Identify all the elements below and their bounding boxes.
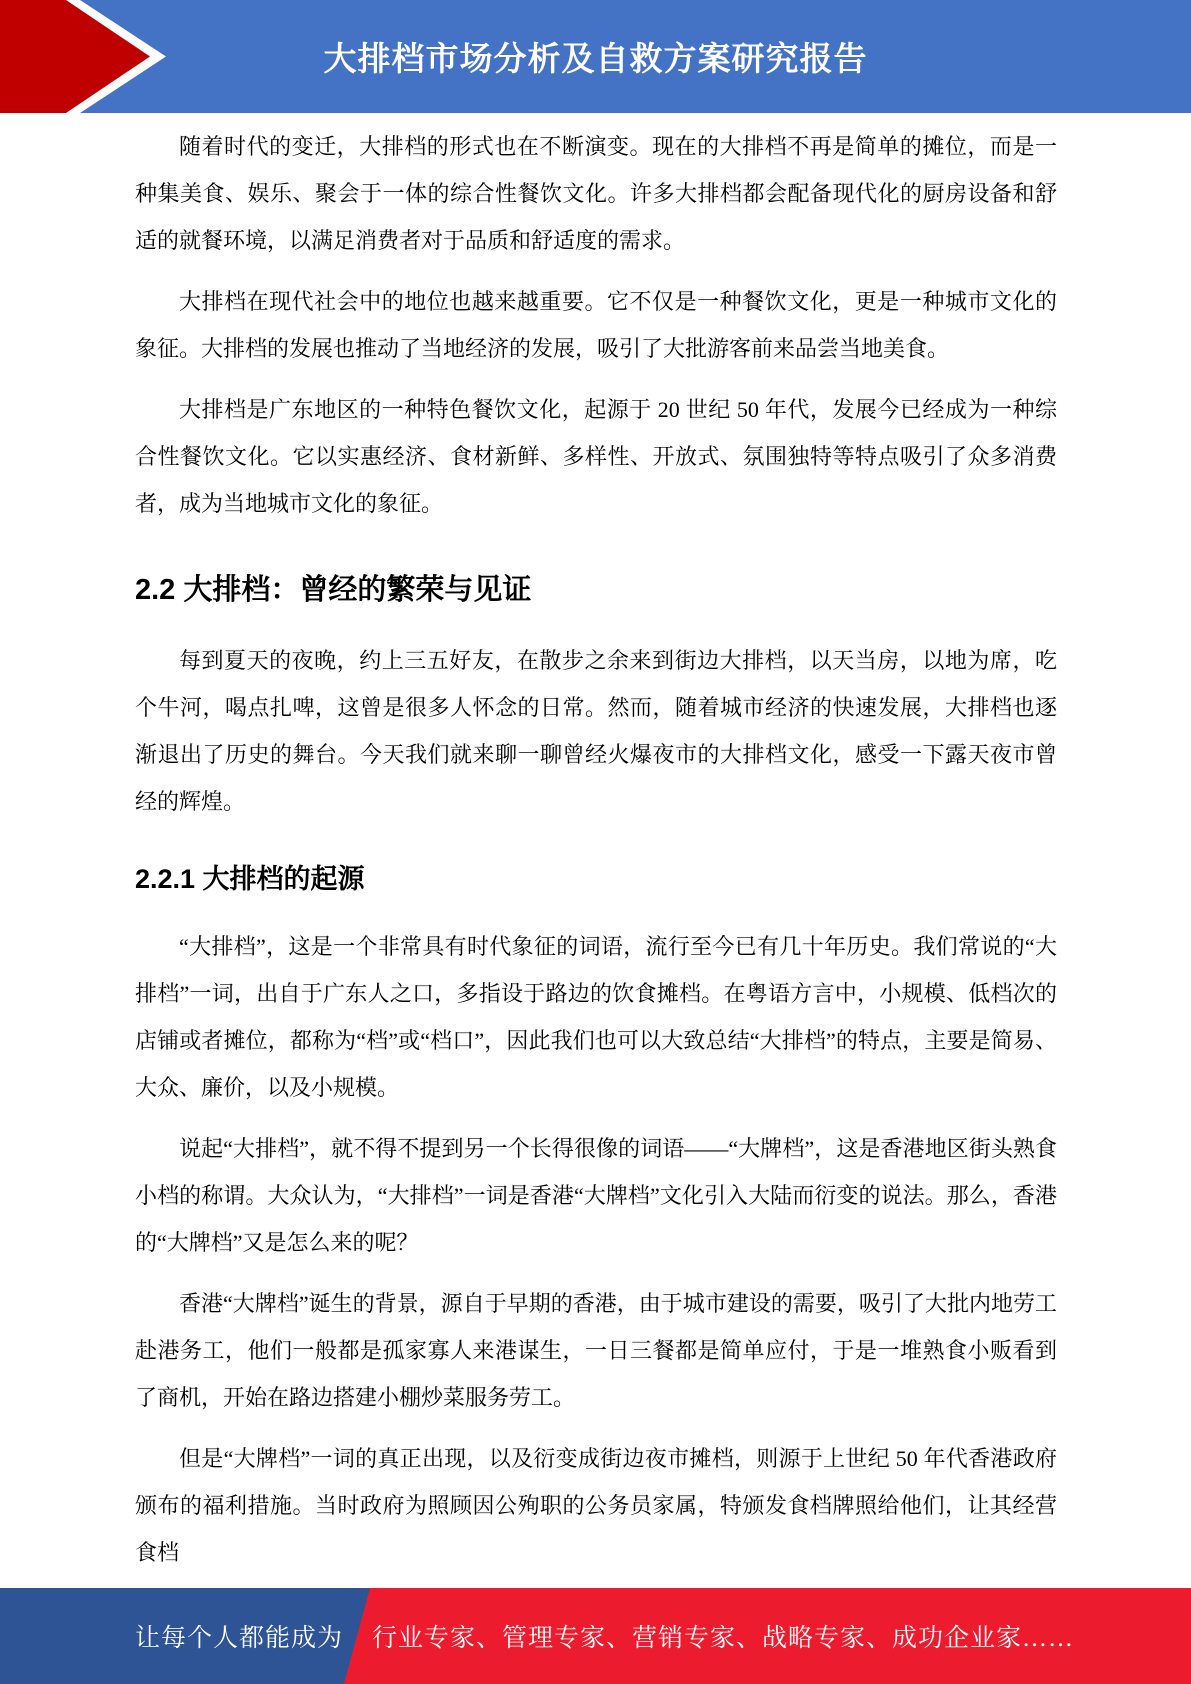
footer-slogan-right: 行业专家、管理专家、营销专家、战略专家、成功企业家…… xyxy=(372,1625,1075,1652)
paragraph: 每到夏天的夜晚，约上三五好友，在散步之余来到街边大排档，以天当房，以地为席，吃个牛河，喝点扎啤，这曾是很多人怀念的日常。然而，随着城市经济的快速发展，大排档也逐渐退出了历史的舞台。今天我们就来聊一聊曾经火爆夜市的大排档文化，感受一下露天夜市曾经的辉煌。 xyxy=(135,648,1057,814)
paragraph: “大排档”，这是一个非常具有时代象征的词语，流行至今已有几十年历史。我们常说的“大排档”一词，出自于广东人之口，多指设于路边的饮食摊档。在粤语方言中，小规模、低档次的店铺或者摊位，都称为“档”或“档口”，因此我们也可以大致总结“大排档”的特点，主要是简易、大众、廉价，以及小规模。 xyxy=(135,934,1057,1100)
paragraph: 香港“大牌档”诞生的背景，源自于早期的香港，由于城市建设的需要，吸引了大批内地劳工赴港务工，他们一般都是孤家寡人来港谋生，一日三餐都是简单应付，于是一堆熟食小贩看到了商机，开始在路边搭建小棚炒菜服务劳工。 xyxy=(135,1291,1057,1410)
footer-band xyxy=(0,1588,1191,1684)
paragraph: 但是“大牌档”一词的真正出现，以及衍变成街边夜市摊档，则源于上世纪 50 年代香港政府颁布的福利措施。当时政府为照顾因公殉职的公务员家属，特颁发食档牌照给他们，让其经营食档 xyxy=(135,1446,1057,1565)
header-band xyxy=(0,0,1191,113)
footer-slogan-left: 让每个人都能成为 xyxy=(135,1625,344,1652)
page-title: 大排档市场分析及自救方案研究报告 xyxy=(323,40,868,77)
paragraph: 随着时代的变迁，大排档的形式也在不断演变。现在的大排档不再是简单的摊位，而是一种集美食、娱乐、聚会于一体的综合性餐饮文化。许多大排档都会配备现代化的厨房设备和舒适的就餐环境，以满足消费者对于品质和舒适度的需求。 xyxy=(135,134,1057,253)
document-body xyxy=(0,113,1191,1622)
paragraph: 说起“大排档”，就不得不提到另一个长得很像的词语——“大牌档”，这是香港地区街头熟食小档的称谓。大众认为，“大排档”一词是香港“大牌档”文化引入大陆而衍变的说法。那么，香港的“大牌档”又是怎么来的呢？ xyxy=(135,1136,1057,1255)
section-heading-2-2: 2.2 大排档：曾经的繁荣与见证 xyxy=(135,574,532,606)
paragraph: 大排档在现代社会中的地位也越来越重要。它不仅是一种餐饮文化，更是一种城市文化的象征。大排档的发展也推动了当地经济的发展，吸引了大批游客前来品尝当地美食。 xyxy=(135,289,1057,361)
paragraph: 大排档是广东地区的一种特色餐饮文化，起源于 20 世纪 50 年代，发展今已经成为一种综合性餐饮文化。它以实惠经济、食材新鲜、多样性、开放式、氛围独特等特点吸引了众多消费者，成为当地城市文化的象征。 xyxy=(135,397,1057,516)
section-heading-2-2-1: 2.2.1 大排档的起源 xyxy=(135,864,365,894)
